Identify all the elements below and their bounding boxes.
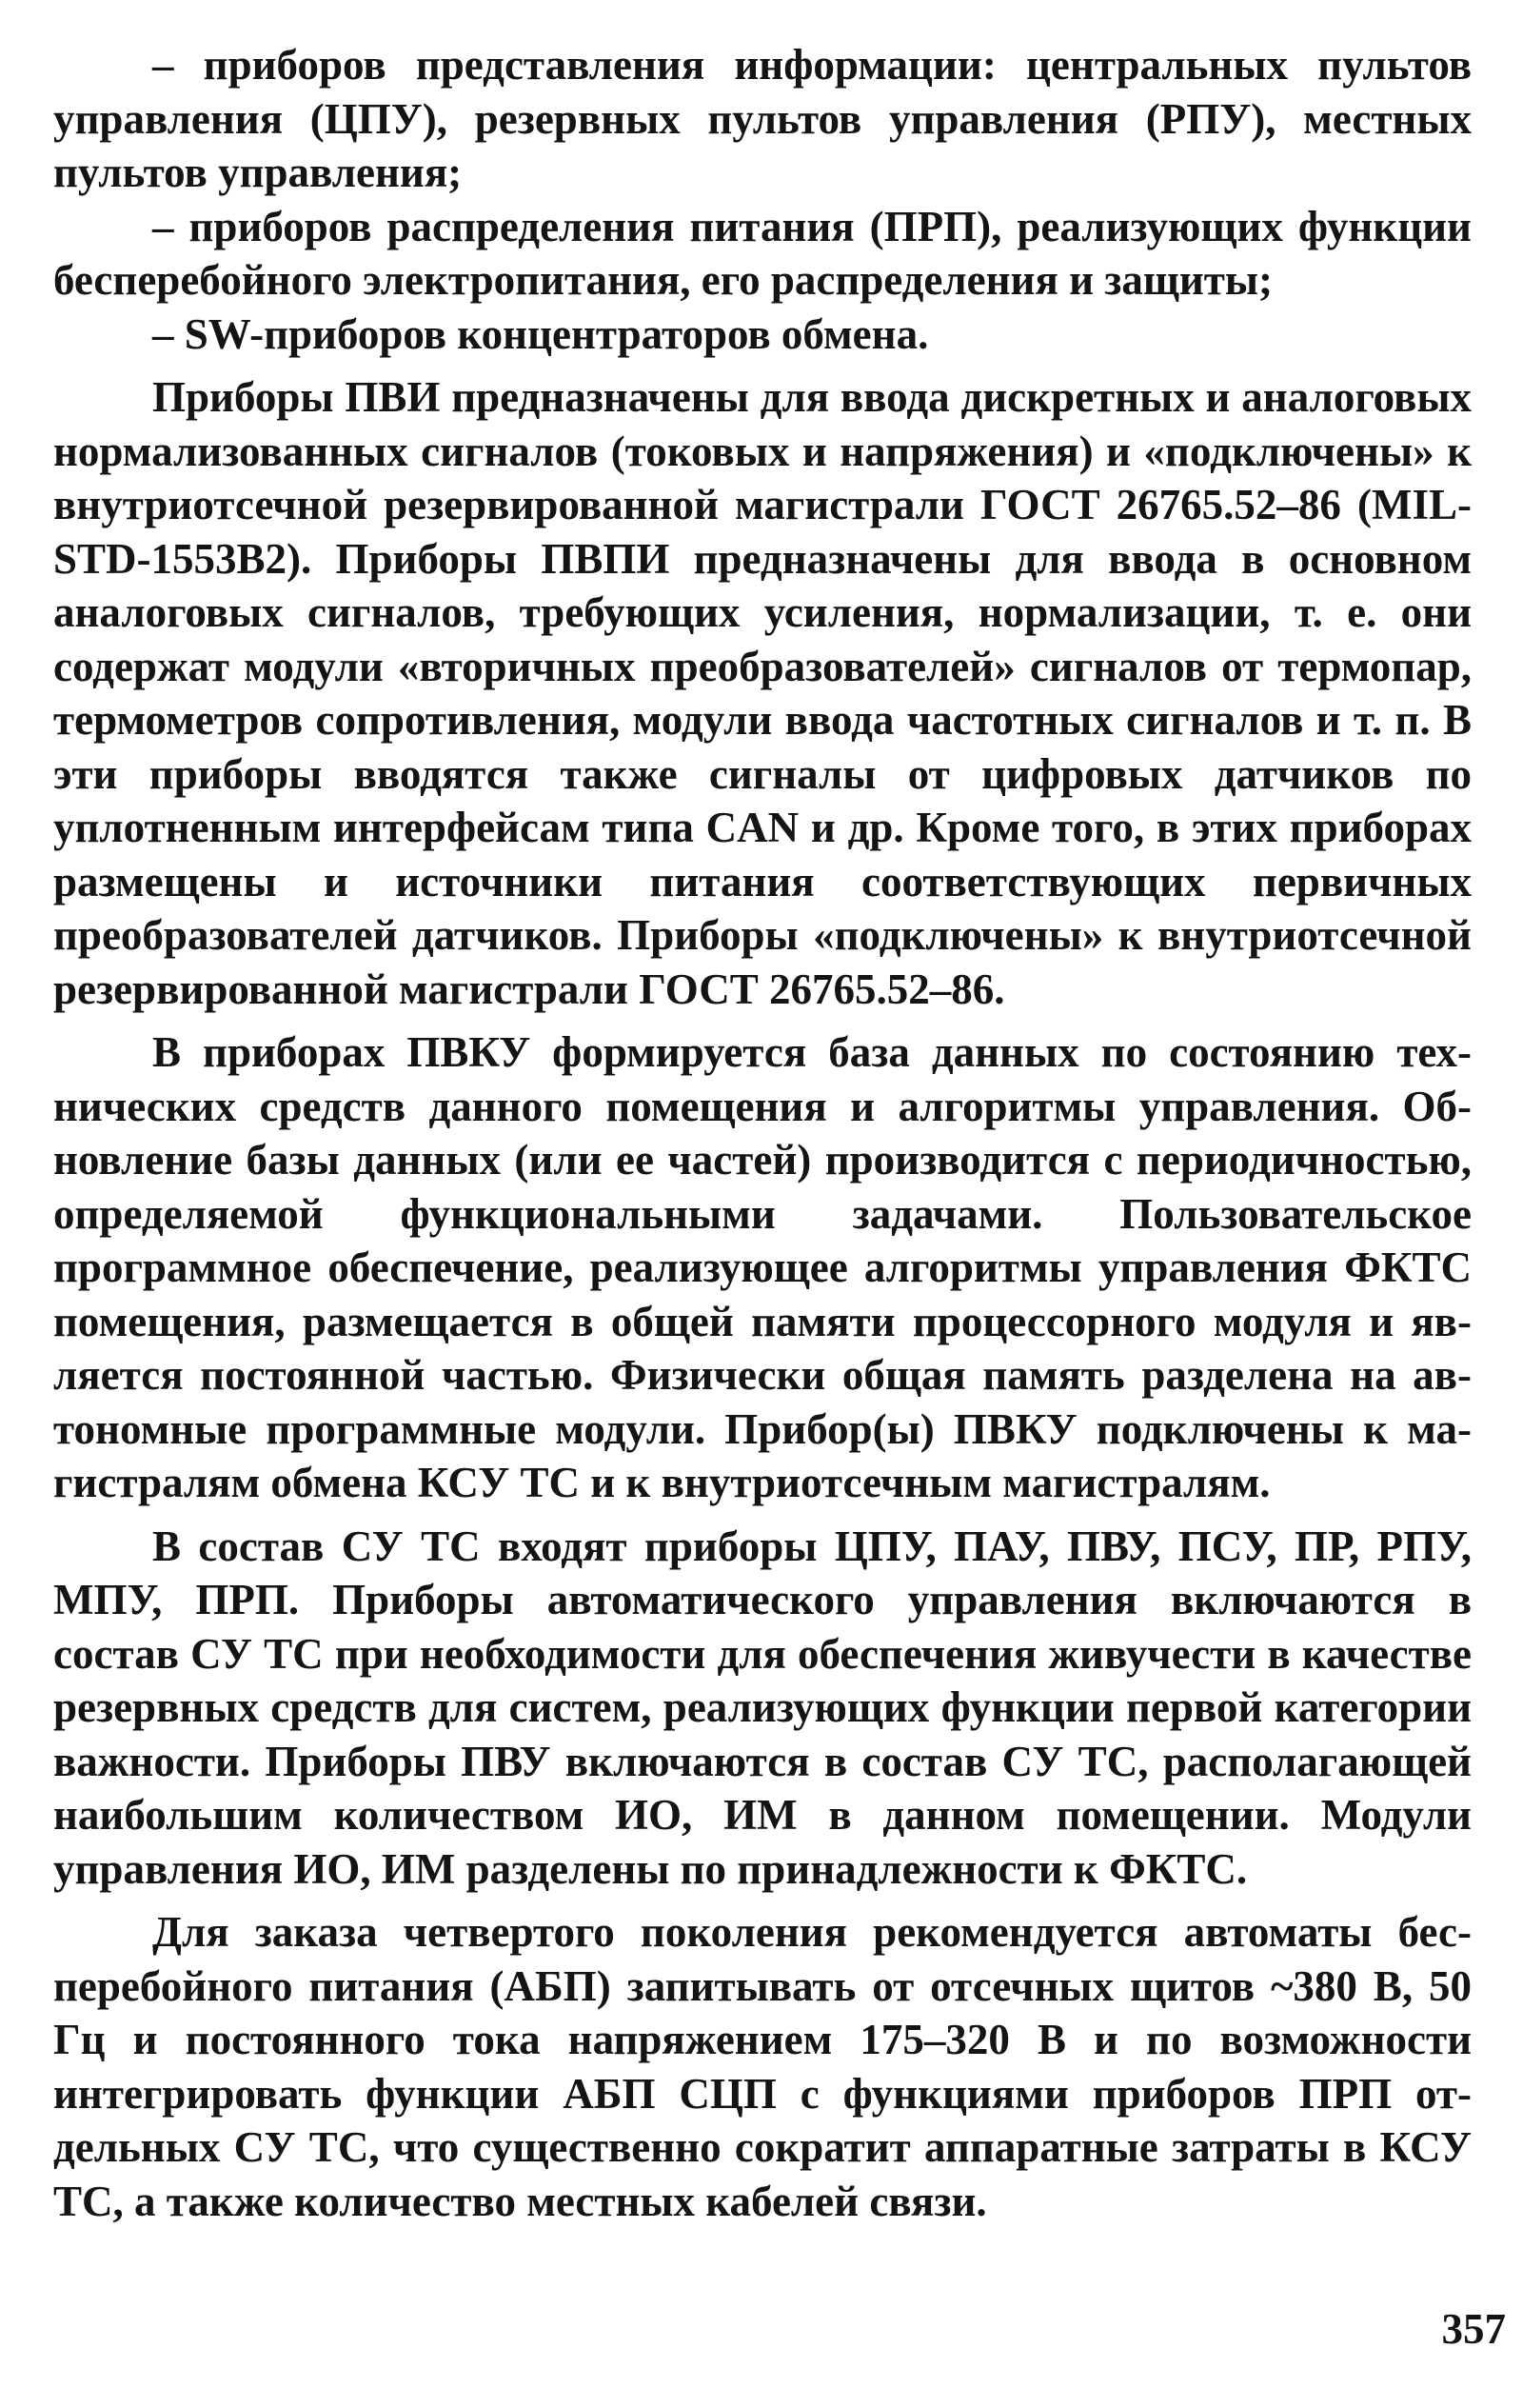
document-page (53, 38, 1472, 2380)
list-item-display-devices: – приборов представления информации: центральных пультов управления (ЦПУ), резервных пультов управления (РПУ), местных пультов управления; (53, 41, 1472, 196)
paragraph-pvi-devices: Приборы ПВИ предназначены для ввода дискретных и аналоговых нормализованных сигналов (токовых и напряжения) и «подключены» к внутриотсечной резервированной магистрали ГОСТ 26765.52–86 (MIL-STD-1553B2). Приборы ПВПИ предназначены для ввода в основном аналоговых сигналов, требующих усиления, нормализации, т. е. они содержат модули «вторичных преобразователей» сигналов от термопар, термометров сопротивления, модули ввода частотных сигналов и т. п. В эти приборы вводятся также сигналы от цифровых датчиков по уплотненным интерфейсам типа CAN и др. Кроме того, в этих приборах размещены и источники питания соответствующих первичных преобразователей датчиков. Приборы «подключены» к внутриотсечной резервированной магистрали ГОСТ 26765.52–86. (53, 373, 1472, 1013)
list-item-power-distribution: – приборов распределения питания (ПРП), реализующих функции бесперебойного электропитания, его распределения и защиты; (53, 202, 1472, 304)
paragraph-ups-recommendation: Для заказа четвертого поколения рекомендуется автоматы бесперебойного питания (АБП) запитывать от отсечных щитов ~380 В, 50 Гц и постоянного тока напряжением 175–320 В и по возможности интегрировать функции АБП СЦП с функциями приборов ПРП отдельных СУ ТС, что существенно сократит аппаратные затраты в КСУ ТС, а также количество местных кабелей связи. (53, 1908, 1472, 2225)
page-number: 357 (1441, 2305, 1506, 2353)
paragraph-su-ts-composition: В состав СУ ТС входят приборы ЦПУ, ПАУ, ПВУ, ПСУ, ПР, РПУ, МПУ, ПРП. Приборы автоматического управления включаются в состав СУ ТС при необходимости для обеспечения живучести в качестве резервных средств для систем, реализующих функции первой категории важности. Приборы ПВУ включаются в состав СУ ТС, располагающей наибольшим количеством ИО, ИМ в данном помещении. Модули управления ИО, ИМ разделены по принадлежности к ФКТС. (53, 1522, 1472, 1893)
paragraph-pvku-devices: В приборах ПВКУ формируется база данных по состоянию технических средств данного помещения и алгоритмы управления. Обновление базы данных (или ее частей) производится с периодичностью, определяемой функциональными задачами. Пользовательское программное обеспечение, реализующее алгоритмы управления ФКТС помещения, размещается в общей памяти процессорного модуля и является постоянной частью. Физически общая память разделена на автономные программные модули. Прибор(ы) ПВКУ подключены к магистралям обмена КСУ ТС и к внутриотсечным магистралям. (53, 1028, 1472, 1506)
list-item-sw-devices: – SW-приборов концентраторов обмена. (152, 309, 929, 358)
